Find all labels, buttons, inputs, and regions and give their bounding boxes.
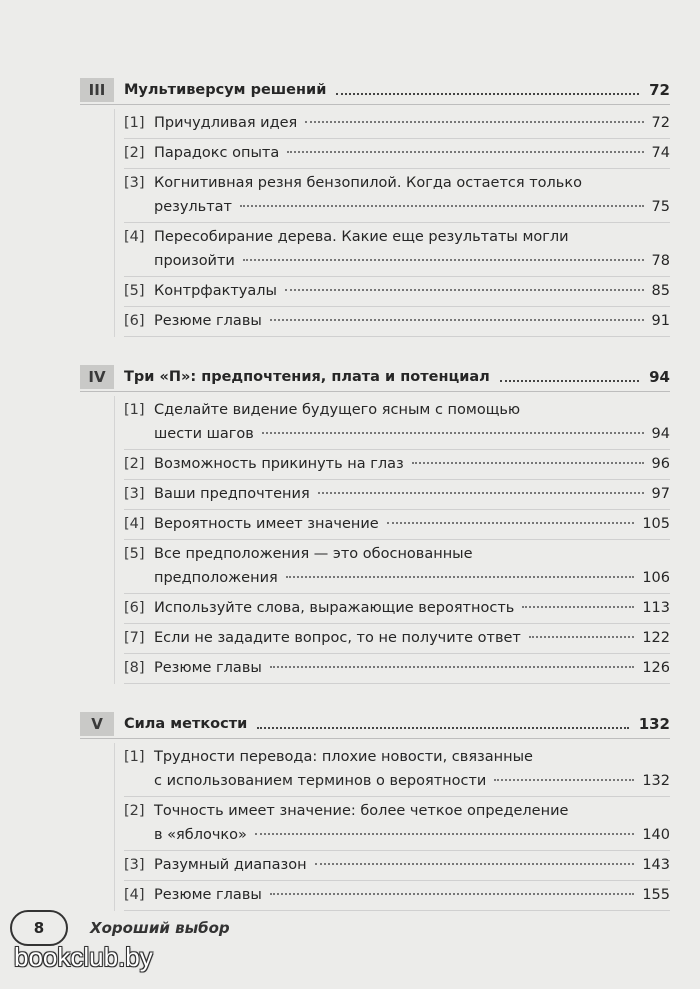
toc-entry[interactable] [124, 109, 670, 139]
section-entries [80, 743, 670, 911]
entry-number: [4] [124, 516, 145, 532]
toc-entry[interactable] [124, 624, 670, 654]
watermark-logo: bookclub.by [14, 942, 153, 972]
entry-number: [2] [124, 803, 145, 819]
entry-title: Когнитивная резня бензопилой. Когда остается только [154, 175, 582, 191]
entry-line [154, 626, 670, 650]
entry-line [154, 596, 670, 620]
page-number: 8 [10, 910, 68, 946]
dot-leader [522, 606, 634, 608]
entry-line [154, 141, 670, 165]
table-of-contents [80, 76, 670, 937]
entry-page-number: 105 [642, 516, 670, 532]
entry-title: произойти [154, 253, 235, 269]
entry-title: шести шагов [154, 426, 254, 442]
entry-number: [2] [124, 456, 145, 472]
entry-title: в «яблочко» [154, 827, 247, 843]
entry-title: Резюме главы [154, 313, 262, 329]
entry-line [154, 279, 670, 303]
entry-page-number: 74 [651, 145, 670, 161]
entry-title: Если не зададите вопрос, то не получите ответ [154, 630, 521, 646]
entry-number: [6] [124, 600, 145, 616]
entry-title: Трудности перевода: плохие новости, связанные [154, 749, 533, 765]
entry-title: Сделайте видение будущего ясным с помощью [154, 402, 521, 418]
dot-leader [315, 863, 635, 865]
entry-number: [8] [124, 660, 145, 676]
entry-title: предположения [154, 570, 278, 586]
entry-page-number: 91 [651, 313, 670, 329]
entry-body [154, 799, 670, 847]
entry-title: Контрфактуалы [154, 283, 277, 299]
entry-title: Парадокс опыта [154, 145, 280, 161]
entry-body [154, 309, 670, 333]
dot-leader [305, 121, 643, 123]
dot-leader [287, 151, 643, 153]
entry-line [154, 853, 670, 877]
entry-line [154, 309, 670, 333]
entry-body [154, 745, 670, 793]
section-page-number: 72 [649, 81, 670, 99]
entry-title: результат [154, 199, 233, 215]
entry-line [154, 656, 670, 680]
entry-number: [3] [124, 857, 145, 873]
entry-title: Пересобирание дерева. Какие еще результаты могли [154, 229, 569, 245]
section-number-badge: III [80, 78, 114, 102]
entry-number: [3] [124, 175, 145, 191]
entry-number: [1] [124, 115, 145, 131]
entry-page-number: 140 [642, 827, 670, 843]
toc-entry[interactable] [124, 223, 670, 277]
entry-body [154, 883, 670, 907]
dot-leader [529, 636, 634, 638]
toc-entry[interactable] [124, 277, 670, 307]
entry-body [154, 512, 670, 536]
dot-leader [257, 727, 628, 729]
entry-body [154, 398, 670, 446]
section-page-number: 94 [649, 368, 670, 386]
entry-number: [5] [124, 546, 145, 562]
section-title: Мультиверсум решений [124, 82, 327, 98]
section-entries [80, 396, 670, 684]
entry-body [154, 279, 670, 303]
entry-line [154, 195, 670, 219]
entry-line [154, 745, 670, 769]
dot-leader [262, 432, 644, 434]
dot-leader [270, 893, 634, 895]
entry-title: Вероятность имеет значение [154, 516, 379, 532]
entry-title: Используйте слова, выражающие вероятность [154, 600, 515, 616]
toc-entry[interactable] [124, 480, 670, 510]
dot-leader [270, 319, 644, 321]
entry-body [154, 656, 670, 680]
dot-leader [336, 93, 639, 95]
dot-leader [286, 576, 635, 578]
entry-title: Причудливая идея [154, 115, 298, 131]
entry-line [154, 769, 670, 793]
toc-section [80, 363, 670, 684]
entry-number: [3] [124, 486, 145, 502]
toc-entry[interactable] [124, 881, 670, 911]
entry-page-number: 72 [651, 115, 670, 131]
entry-page-number: 143 [642, 857, 670, 873]
section-number-badge: IV [80, 365, 114, 389]
dot-leader [494, 779, 634, 781]
toc-entry[interactable] [124, 654, 670, 684]
entry-line [154, 542, 670, 566]
entry-title: Возможность прикинуть на глаз [154, 456, 404, 472]
dot-leader [285, 289, 644, 291]
entry-line [154, 566, 670, 590]
entry-page-number: 78 [651, 253, 670, 269]
entry-number: [5] [124, 283, 145, 299]
entry-line [154, 482, 670, 506]
toc-entry[interactable] [124, 396, 670, 450]
page-footer [10, 910, 230, 946]
entry-line [154, 883, 670, 907]
dot-leader [255, 833, 634, 835]
dot-leader [243, 259, 644, 261]
entry-line [154, 512, 670, 536]
entry-page-number: 132 [642, 773, 670, 789]
toc-entry[interactable] [124, 797, 670, 851]
dot-leader [318, 492, 644, 494]
entry-page-number: 96 [651, 456, 670, 472]
section-entries [80, 109, 670, 337]
entry-line [154, 799, 670, 823]
entry-title: с использованием терминов о вероятности [154, 773, 487, 789]
toc-entry[interactable] [124, 450, 670, 480]
entry-line [154, 249, 670, 273]
entry-line [154, 111, 670, 135]
entry-body [154, 452, 670, 476]
entry-line [154, 225, 670, 249]
section-title: Сила меткости [124, 716, 248, 732]
entry-page-number: 122 [642, 630, 670, 646]
entry-body [154, 853, 670, 877]
toc-entry[interactable] [124, 139, 670, 169]
toc-section [80, 76, 670, 337]
entry-line [154, 398, 670, 422]
dot-leader [240, 205, 644, 207]
entry-page-number: 106 [642, 570, 670, 586]
entry-body [154, 542, 670, 590]
entry-title: Резюме главы [154, 660, 262, 676]
toc-entry[interactable] [124, 169, 670, 223]
toc-entry[interactable] [124, 851, 670, 881]
toc-entry[interactable] [124, 540, 670, 594]
entry-page-number: 97 [651, 486, 670, 502]
toc-entry[interactable] [124, 743, 670, 797]
entry-page-number: 113 [642, 600, 670, 616]
section-page-number: 132 [638, 715, 670, 733]
entry-body [154, 225, 670, 273]
entry-title: Все предположения — это обоснованные [154, 546, 473, 562]
entry-page-number: 94 [651, 426, 670, 442]
toc-entry[interactable] [124, 510, 670, 540]
entry-line [154, 452, 670, 476]
dot-leader [412, 462, 644, 464]
toc-entry[interactable] [124, 594, 670, 624]
dot-leader [270, 666, 634, 668]
entry-number: [6] [124, 313, 145, 329]
toc-entry[interactable] [124, 307, 670, 337]
entry-number: [1] [124, 402, 145, 418]
entry-body [154, 626, 670, 650]
entry-number: [1] [124, 749, 145, 765]
entry-line [154, 171, 670, 195]
entry-body [154, 596, 670, 620]
entry-number: [4] [124, 229, 145, 245]
section-number-badge: V [80, 712, 114, 736]
entry-line [154, 422, 670, 446]
entry-page-number: 155 [642, 887, 670, 903]
section-heading[interactable] [80, 363, 670, 392]
entry-page-number: 126 [642, 660, 670, 676]
section-heading[interactable] [80, 76, 670, 105]
entry-number: [2] [124, 145, 145, 161]
section-heading[interactable] [80, 710, 670, 739]
toc-section [80, 710, 670, 911]
dot-leader [500, 380, 639, 382]
dot-leader [387, 522, 635, 524]
entry-number: [7] [124, 630, 145, 646]
entry-body [154, 171, 670, 219]
entry-title: Ваши предпочтения [154, 486, 310, 502]
entry-page-number: 75 [651, 199, 670, 215]
entry-body [154, 111, 670, 135]
entry-body [154, 482, 670, 506]
entry-title: Точность имеет значение: более четкое определение [154, 803, 569, 819]
entry-line [154, 823, 670, 847]
entry-title: Разумный диапазон [154, 857, 307, 873]
entry-number: [4] [124, 887, 145, 903]
entry-page-number: 85 [651, 283, 670, 299]
entry-body [154, 141, 670, 165]
entry-title: Резюме главы [154, 887, 262, 903]
section-title: Три «П»: предпочтения, плата и потенциал [124, 369, 490, 385]
running-title: Хороший выбор [90, 919, 230, 937]
